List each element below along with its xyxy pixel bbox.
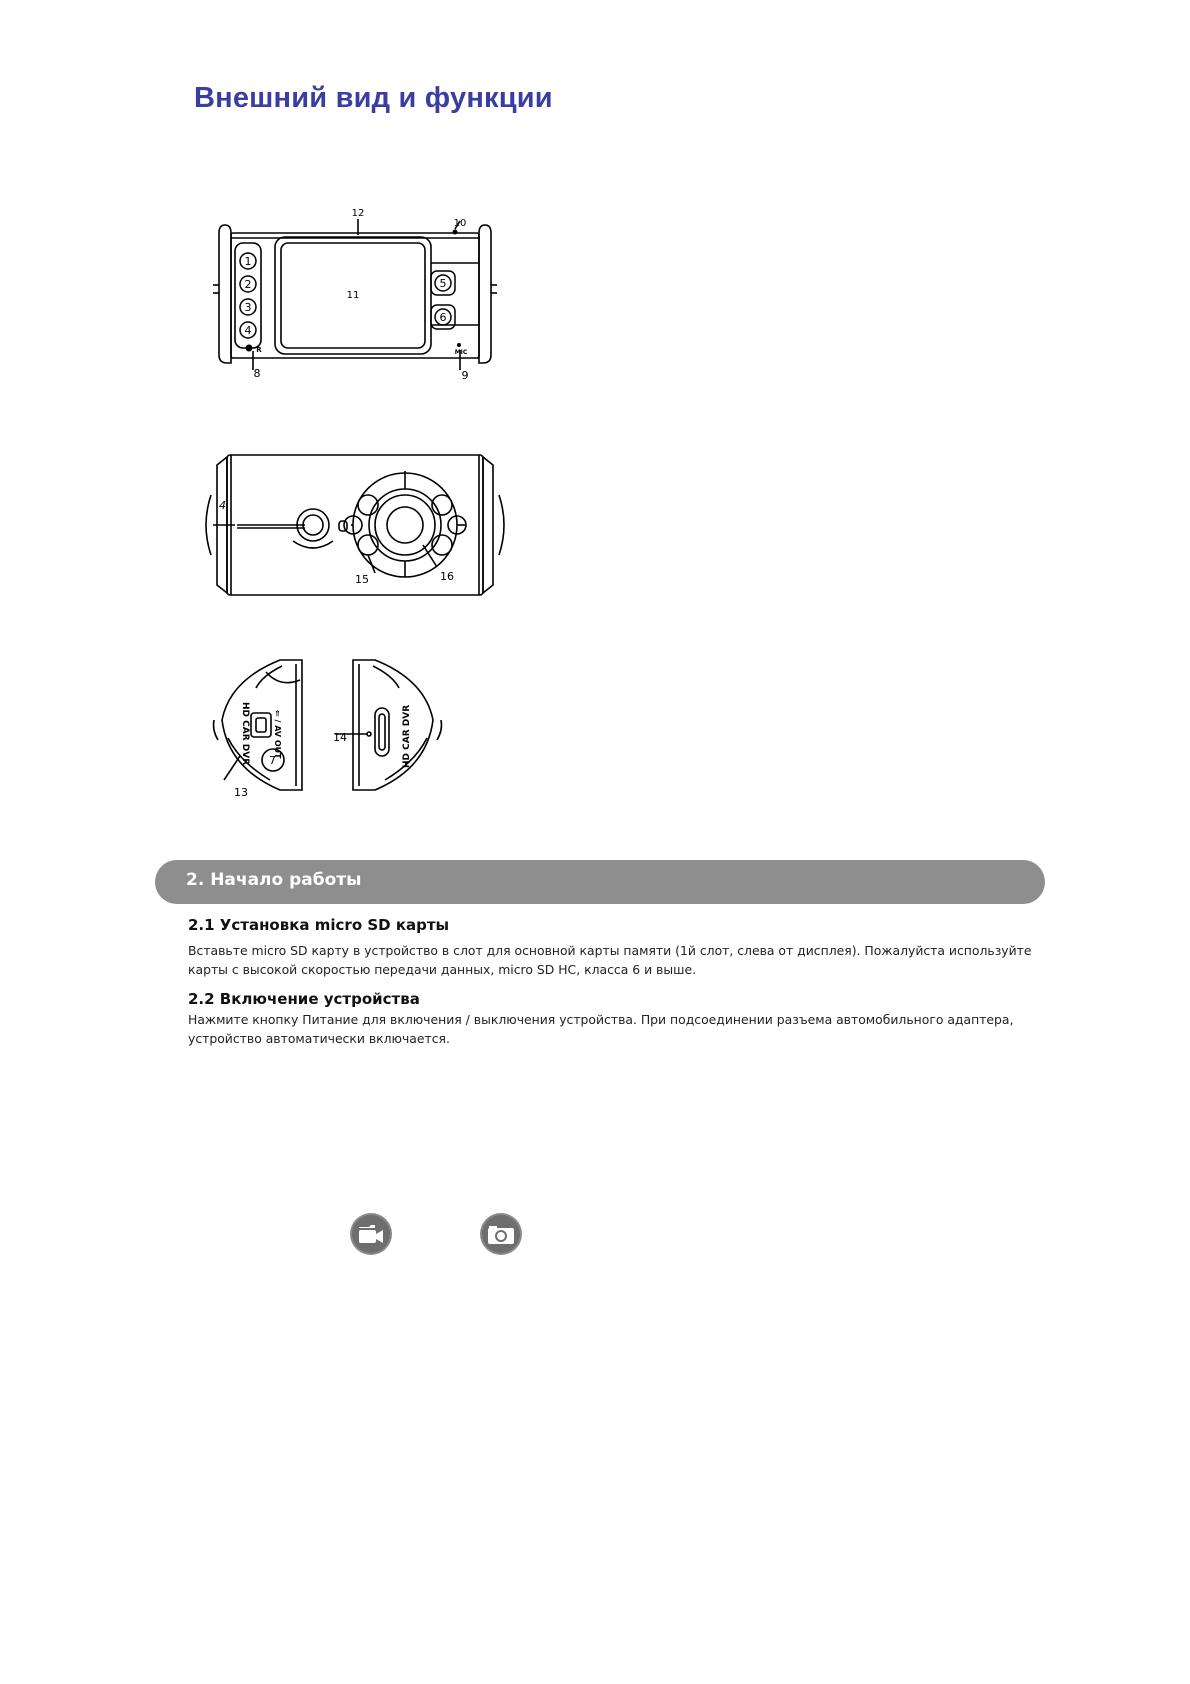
side-view-left-diagram xyxy=(210,650,320,800)
side-mark: 4 xyxy=(219,499,226,512)
mic-label: MIC xyxy=(454,349,468,356)
paragraph-line: Нажмите кнопку Питание для включения / выключения устройства. При подсоединении разъема автомобильного адаптера, xyxy=(188,1012,1014,1027)
callout-label: 12 xyxy=(351,208,365,219)
callout-label: 14 xyxy=(333,731,347,744)
video-camera-icon xyxy=(349,1212,393,1256)
photo-camera-icon xyxy=(479,1212,523,1256)
callout-label: 9 xyxy=(461,369,469,382)
section-title: 2. Начало работы xyxy=(186,870,362,890)
callout-label: 7 xyxy=(269,754,276,767)
paragraph-line: Вставьте micro SD карту в устройство в слот для основной карты памяти (1й слот, слева от дисплея). Пожалуйста используйте xyxy=(188,943,1032,958)
button-label: 3 xyxy=(244,301,252,314)
button-label: 2 xyxy=(244,278,252,291)
page-title: Внешний вид и функции xyxy=(194,82,553,114)
button-label: 1 xyxy=(244,255,252,268)
front-view-diagram xyxy=(205,205,505,385)
button-label: 5 xyxy=(439,277,447,290)
subsection-title: 2.2 Включение устройства xyxy=(188,990,420,1008)
side-text: HD CAR DVR xyxy=(240,702,250,766)
r-label: R xyxy=(256,346,262,354)
subsection-title: 2.1 Установка micro SD карты xyxy=(188,916,450,934)
paragraph-line: карты с высокой скоростью передачи данных, micro SD HC, класса 6 и выше. xyxy=(188,962,697,977)
side-view-right-diagram xyxy=(333,650,465,800)
callout-label: 11 xyxy=(346,290,360,301)
callout-label: 10 xyxy=(453,218,467,229)
lens-view-diagram xyxy=(205,445,505,600)
button-label: 4 xyxy=(244,324,252,337)
side-text: HD CAR DVR xyxy=(402,704,412,768)
paragraph-line: устройство автоматически включается. xyxy=(188,1031,450,1046)
callout-label: 15 xyxy=(355,573,369,586)
callout-label: 8 xyxy=(253,367,261,380)
button-label: 6 xyxy=(439,311,447,324)
callout-label: 16 xyxy=(440,570,454,583)
section-header xyxy=(155,860,1045,904)
port-text: ⇐ / AV OUT xyxy=(273,710,282,759)
callout-label: 13 xyxy=(234,786,248,799)
